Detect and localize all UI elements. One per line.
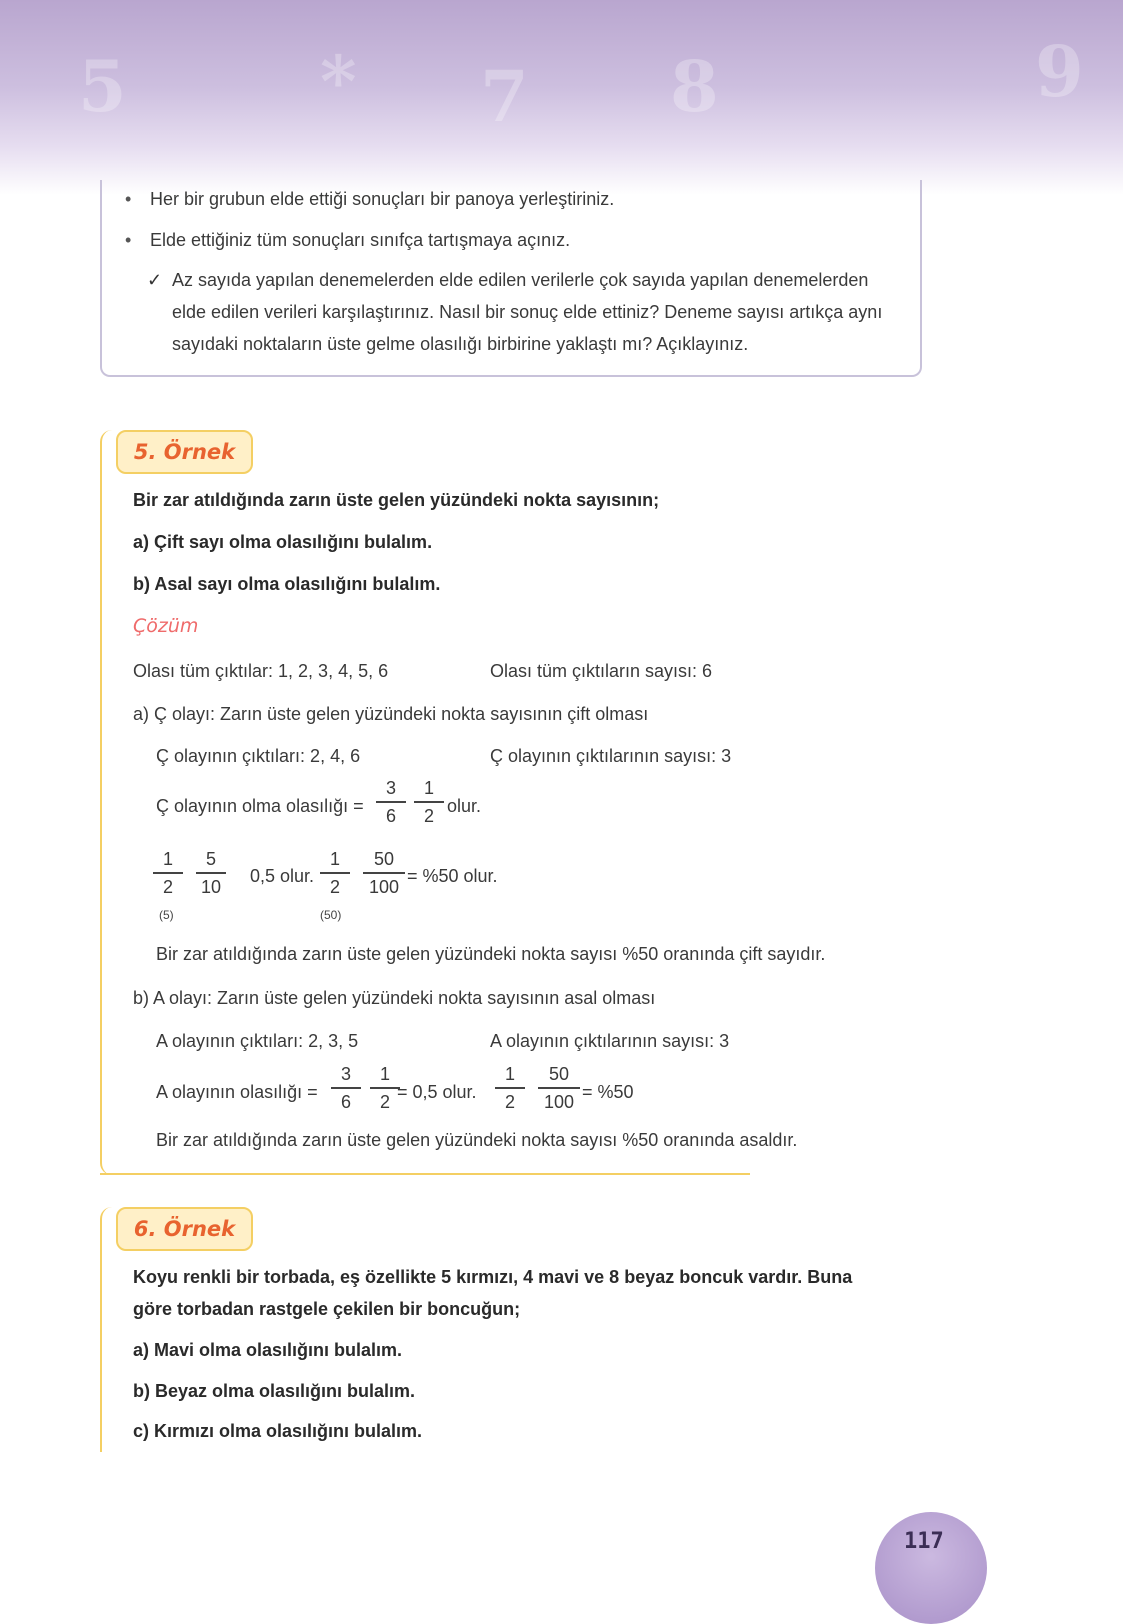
fraction-numerator: 5 [205, 849, 216, 869]
banner-digit: 9 [1035, 30, 1084, 113]
fraction-denominator: 2 [162, 876, 173, 897]
banner-digit: 7 [480, 55, 529, 138]
activity-check-line-3: sayıdaki noktaların üste gelme olasılığı birbirine yaklaştı mı? Açıklayınız. [172, 334, 749, 354]
event-a-outcomes-count: Ç olayının çıktılarının sayısı: 3 [490, 746, 732, 766]
multiplier: (50) [320, 908, 342, 922]
example6-part-a: a) Mavi olma olasılığını bulalım. [133, 1340, 403, 1360]
page-number: 117 [904, 1529, 944, 1554]
fraction-numerator: 1 [423, 778, 434, 798]
fraction [495, 1063, 525, 1113]
conversion-text: 0,5 olur. [250, 866, 315, 886]
event-b-decimal: = 0,5 olur. [397, 1082, 477, 1102]
fraction [414, 777, 444, 827]
fraction-denominator: 2 [504, 1091, 515, 1112]
example6-part-b: b) Beyaz olma olasılığını bulalım. [133, 1381, 416, 1401]
fraction-numerator: 50 [548, 1064, 570, 1084]
fraction-denominator: 2 [423, 805, 434, 826]
event-b-percent: = %50 [582, 1082, 634, 1102]
fraction-denominator: 6 [385, 805, 396, 826]
fraction-denominator: 6 [340, 1091, 351, 1112]
event-a-conclusion: Bir zar atıldığında zarın üste gelen yüzündeki nokta sayısı %50 oranında çift sayıdır. [156, 944, 826, 964]
fraction-numerator: 50 [373, 849, 395, 869]
example5-bottom-line [100, 1173, 750, 1175]
check-icon: ✓ [147, 270, 163, 290]
event-b-outcomes: A olayının çıktıları: 2, 3, 5 [156, 1031, 359, 1051]
fraction [196, 848, 226, 898]
event-b-definition: b) A olayı: Zarın üste gelen yüzündeki nokta sayısının asal olması [133, 988, 656, 1008]
fraction-numerator: 1 [504, 1064, 515, 1084]
fraction-numerator: 3 [340, 1064, 351, 1084]
activity-bullet-1: • Her bir grubun elde ettiği sonuçları bir panoya yerleştiriniz. [150, 189, 614, 210]
conversion-result: = %50 olur. [407, 866, 498, 886]
fraction-denominator: 10 [200, 876, 222, 897]
event-b-conclusion: Bir zar atıldığında zarın üste gelen yüzündeki nokta sayısı %50 oranında asaldır. [156, 1130, 798, 1150]
event-a-outcomes: Ç olayının çıktıları: 2, 4, 6 [156, 746, 361, 766]
fraction [370, 1063, 400, 1113]
example6-part-c: c) Kırmızı olma olasılığını bulalım. [133, 1421, 423, 1441]
fraction [538, 1063, 580, 1113]
event-b-outcomes-count: A olayının çıktılarının sayısı: 3 [490, 1031, 730, 1051]
example6-question-line-2: göre torbadan rastgele çekilen bir boncuğun; [133, 1299, 521, 1319]
banner-digit: 8 [670, 45, 719, 128]
fraction-denominator: 2 [329, 876, 340, 897]
example5-part-b: b) Asal sayı olma olasılığını bulalım. [133, 574, 441, 594]
event-a-prob-label: Ç olayının olma olasılığı = [156, 796, 364, 816]
fraction-denominator: 100 [543, 1091, 575, 1112]
solution-title: Çözüm [133, 615, 199, 637]
multiplier: (5) [159, 908, 174, 922]
example5-label: 5. Örnek [116, 430, 253, 474]
event-a-prob-end: olur. [447, 796, 482, 816]
banner-digit: 5 [78, 45, 127, 128]
example5-part-a: a) Çift sayı olma olasılığını bulalım. [133, 532, 433, 552]
fraction-denominator: 100 [368, 876, 400, 897]
example6-question-line-1: Koyu renkli bir torbada, eş özellikte 5 kırmızı, 4 mavi ve 8 beyaz boncuk vardır. Buna [133, 1267, 853, 1287]
activity-check-line-2: elde edilen verileri karşılaştırınız. Nasıl bir sonuç elde ettiniz? Deneme sayısı artıkça aynı [172, 302, 883, 322]
fraction-numerator: 1 [162, 849, 173, 869]
example6-label: 6. Örnek [116, 1207, 253, 1251]
banner-symbol: * [320, 40, 357, 123]
event-a-definition: a) Ç olayı: Zarın üste gelen yüzündeki nokta sayısının çift olması [133, 704, 649, 724]
outcomes: Olası tüm çıktılar: 1, 2, 3, 4, 5, 6 [133, 661, 389, 681]
fraction-numerator: 3 [385, 778, 396, 798]
activity-bullet-2: • Elde ettiğiniz tüm sonuçları sınıfça tartışmaya açınız. [150, 230, 570, 251]
fraction-denominator: 2 [379, 1091, 390, 1112]
header-banner [0, 0, 1123, 195]
outcomes-count: Olası tüm çıktıların sayısı: 6 [490, 661, 713, 681]
example5-question: Bir zar atıldığında zarın üste gelen yüzündeki nokta sayısının; [133, 490, 660, 510]
fraction-numerator: 1 [379, 1064, 390, 1084]
activity-check-line-1: Az sayıda yapılan denemelerden elde edilen verilerle çok sayıda yapılan denemelerden [172, 270, 869, 290]
fraction [320, 848, 350, 898]
fraction [363, 848, 405, 898]
event-b-prob-label: A olayının olasılığı = [156, 1082, 318, 1102]
fraction [331, 1063, 361, 1113]
fraction-numerator: 1 [329, 849, 340, 869]
fraction [376, 777, 406, 827]
fraction [153, 848, 183, 898]
